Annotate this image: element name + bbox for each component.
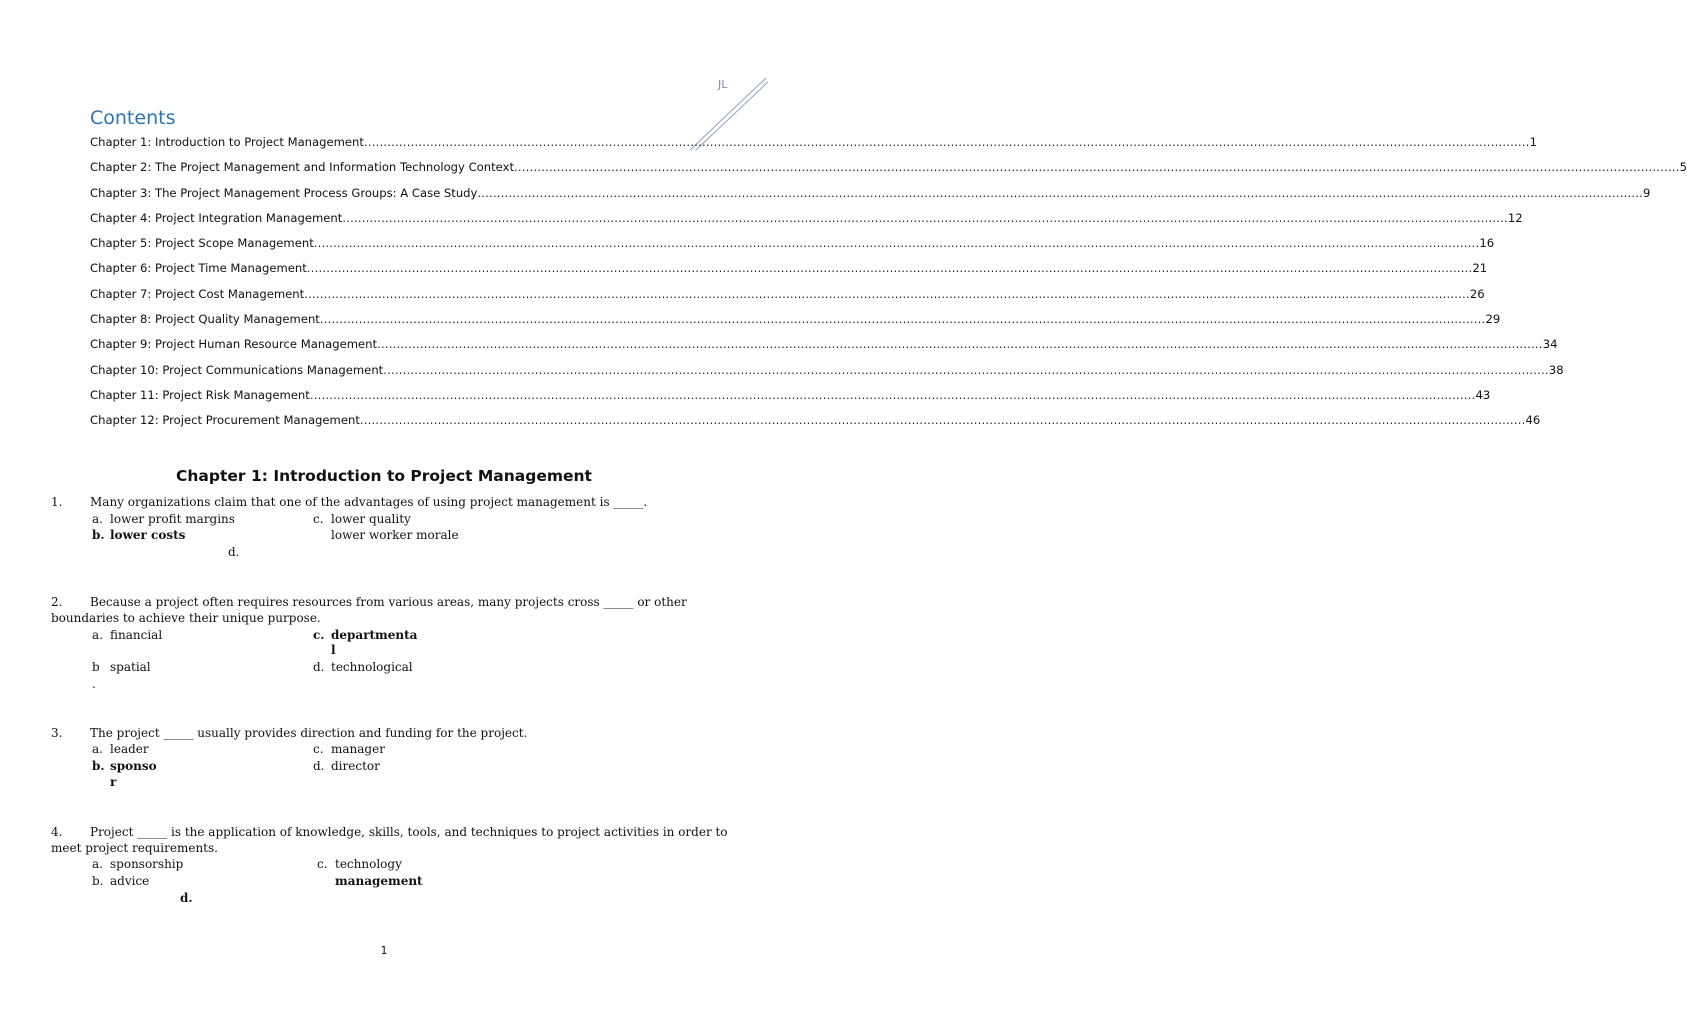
toc-entry[interactable] — [90, 236, 1495, 261]
option-b-label-dot: . — [92, 677, 96, 691]
option-b-continued: r — [110, 775, 117, 789]
toc-leader-dots: ............................................................................................................................................................................................................................................................................................................ — [477, 185, 1644, 200]
toc-entry[interactable] — [90, 312, 1501, 337]
option-b-correct[interactable] — [92, 759, 157, 773]
toc-entry-text: Chapter 10: Project Communications Management — [90, 362, 384, 377]
option-label: c. — [317, 857, 328, 871]
toc-entry-page: 21 — [1472, 261, 1488, 276]
option-d-label[interactable]: d. — [180, 891, 193, 905]
toc-entry-page: 34 — [1542, 337, 1558, 352]
option-label: b. — [92, 874, 104, 888]
toc-leader-dots: ............................................................................................................................................................................................................................................................................................................ — [377, 337, 1543, 352]
option-label: c. — [313, 742, 324, 756]
option-label: a. — [92, 742, 103, 756]
toc-entry[interactable] — [90, 286, 1485, 312]
toc-entry[interactable] — [90, 135, 1537, 160]
question-text-line2: boundaries to achieve their unique purpose. — [51, 611, 321, 625]
toc-entry[interactable] — [90, 261, 1488, 286]
option-label: d. — [313, 660, 325, 674]
option-a[interactable] — [92, 857, 183, 871]
option-b[interactable] — [92, 660, 151, 674]
option-label: a. — [92, 512, 103, 526]
toc-entry[interactable] — [90, 210, 1523, 236]
option-text: departmenta — [331, 628, 418, 642]
option-text: sponsorship — [110, 857, 184, 871]
question-text-line1: Because a project often requires resources from various areas, many projects cross _____ or other — [90, 595, 687, 609]
option-label: a. — [92, 857, 103, 871]
table-of-contents — [90, 135, 1687, 439]
option-label: c. — [313, 628, 325, 642]
header-initials: JL — [718, 78, 728, 91]
toc-entry-text: Chapter 12: Project Procurement Management — [90, 413, 360, 428]
toc-entry[interactable] — [90, 362, 1564, 388]
toc-leader-dots: ............................................................................................................................................................................................................................................................................................................ — [319, 312, 1486, 327]
toc-entry-text: Chapter 9: Project Human Resource Management — [90, 337, 378, 352]
toc-entry-page: 38 — [1548, 362, 1564, 377]
toc-leader-dots: ............................................................................................................................................................................................................................................................................................................ — [514, 160, 1680, 175]
option-b[interactable] — [92, 874, 149, 888]
toc-entry-page: 46 — [1525, 413, 1541, 428]
option-text: technology — [335, 857, 402, 871]
option-b-correct[interactable] — [92, 528, 185, 542]
option-c[interactable] — [313, 512, 411, 526]
toc-entry-text: Chapter 2: The Project Management and Information Technology Context — [90, 160, 515, 175]
option-d-text[interactable]: lower worker morale — [331, 528, 459, 542]
toc-entry-text: Chapter 3: The Project Management Process Groups: A Case Study — [90, 185, 478, 200]
toc-entry[interactable] — [90, 160, 1687, 185]
option-c-continued: management — [335, 874, 423, 888]
option-text: lower costs — [110, 528, 186, 542]
toc-leader-dots: ............................................................................................................................................................................................................................................................................................................ — [383, 362, 1549, 377]
toc-entry[interactable] — [90, 185, 1651, 211]
toc-entry-page: 1 — [1529, 135, 1537, 149]
question-text: The project _____ usually provides direction and funding for the project. — [90, 726, 528, 740]
option-text: lower profit margins — [110, 512, 235, 526]
toc-leader-dots: ............................................................................................................................................................................................................................................................................................................ — [304, 286, 1470, 301]
option-label: b — [92, 660, 100, 674]
option-d[interactable] — [313, 759, 380, 773]
toc-entry-text: Chapter 8: Project Quality Management — [90, 312, 320, 327]
option-c-continued: l — [331, 643, 336, 657]
option-label: b. — [92, 528, 105, 542]
toc-entry[interactable] — [90, 387, 1491, 413]
toc-entry-page: 16 — [1479, 236, 1495, 251]
option-label: c. — [313, 512, 324, 526]
option-a[interactable] — [92, 742, 149, 756]
option-label: d. — [313, 759, 325, 773]
option-a[interactable] — [92, 512, 235, 526]
option-text: technological — [331, 660, 413, 674]
option-d[interactable] — [313, 660, 413, 674]
option-text: financial — [110, 628, 163, 642]
toc-leader-dots: ............................................................................................................................................................................................................................................................................................................ — [359, 413, 1526, 428]
toc-title: Contents — [90, 107, 176, 129]
option-text: leader — [110, 742, 149, 756]
toc-entry-page: 12 — [1507, 210, 1523, 225]
toc-entry-text: Chapter 11: Project Risk Management — [90, 387, 310, 402]
option-c-correct[interactable] — [313, 628, 417, 642]
question-number: 1. — [51, 495, 63, 509]
toc-entry-page: 26 — [1469, 286, 1485, 301]
option-label: b. — [92, 759, 105, 773]
toc-entry-page: 9 — [1643, 185, 1651, 200]
chapter-heading: Chapter 1: Introduction to Project Management — [176, 467, 592, 485]
toc-entry-text: Chapter 6: Project Time Management — [90, 261, 307, 276]
toc-entry-page: 43 — [1475, 387, 1491, 402]
option-text: lower quality — [331, 512, 411, 526]
toc-leader-dots: ............................................................................................................................................................................................................................................................................................................ — [342, 210, 1508, 225]
toc-entry-page: 29 — [1485, 312, 1501, 327]
option-c[interactable] — [317, 857, 402, 871]
toc-leader-dots: ............................................................................................................................................................................................................................................................................................................ — [313, 236, 1480, 251]
toc-entry[interactable] — [90, 337, 1558, 362]
toc-leader-dots: ............................................................................................................................................................................................................................................................................................................ — [306, 261, 1473, 276]
option-text: advice — [110, 874, 150, 888]
option-a[interactable] — [92, 628, 162, 642]
toc-entry-text: Chapter 4: Project Integration Management — [90, 210, 343, 225]
toc-leader-dots: ............................................................................................................................................................................................................................................................................................................ — [309, 387, 1476, 402]
toc-entry-text: Chapter 5: Project Scope Management — [90, 236, 314, 251]
toc-entry-text: Chapter 1: Introduction to Project Management — [90, 135, 364, 149]
toc-leader-dots: ............................................................................................................................................................................................................................................................................................................ — [363, 135, 1530, 149]
option-d-label: d. — [228, 545, 240, 559]
question-text-line2: meet project requirements. — [51, 841, 218, 855]
toc-entry[interactable] — [90, 413, 1541, 438]
toc-entry-page: 5 — [1679, 160, 1687, 175]
option-text: manager — [331, 742, 385, 756]
page-number: 1 — [380, 944, 388, 957]
option-text: spatial — [110, 660, 151, 674]
question-number: 2. — [51, 595, 63, 609]
toc-entry-text: Chapter 7: Project Cost Management — [90, 286, 305, 301]
question-text: Many organizations claim that one of the advantages of using project management is _____. — [90, 495, 648, 509]
question-number: 3. — [51, 726, 63, 740]
option-c[interactable] — [313, 742, 385, 756]
question-number: 4. — [51, 825, 63, 839]
option-text: sponso — [110, 759, 157, 773]
option-label: a. — [92, 628, 103, 642]
option-text: director — [331, 759, 380, 773]
question-text-line1: Project _____ is the application of knowledge, skills, tools, and techniques to project activities in order to — [90, 825, 728, 839]
